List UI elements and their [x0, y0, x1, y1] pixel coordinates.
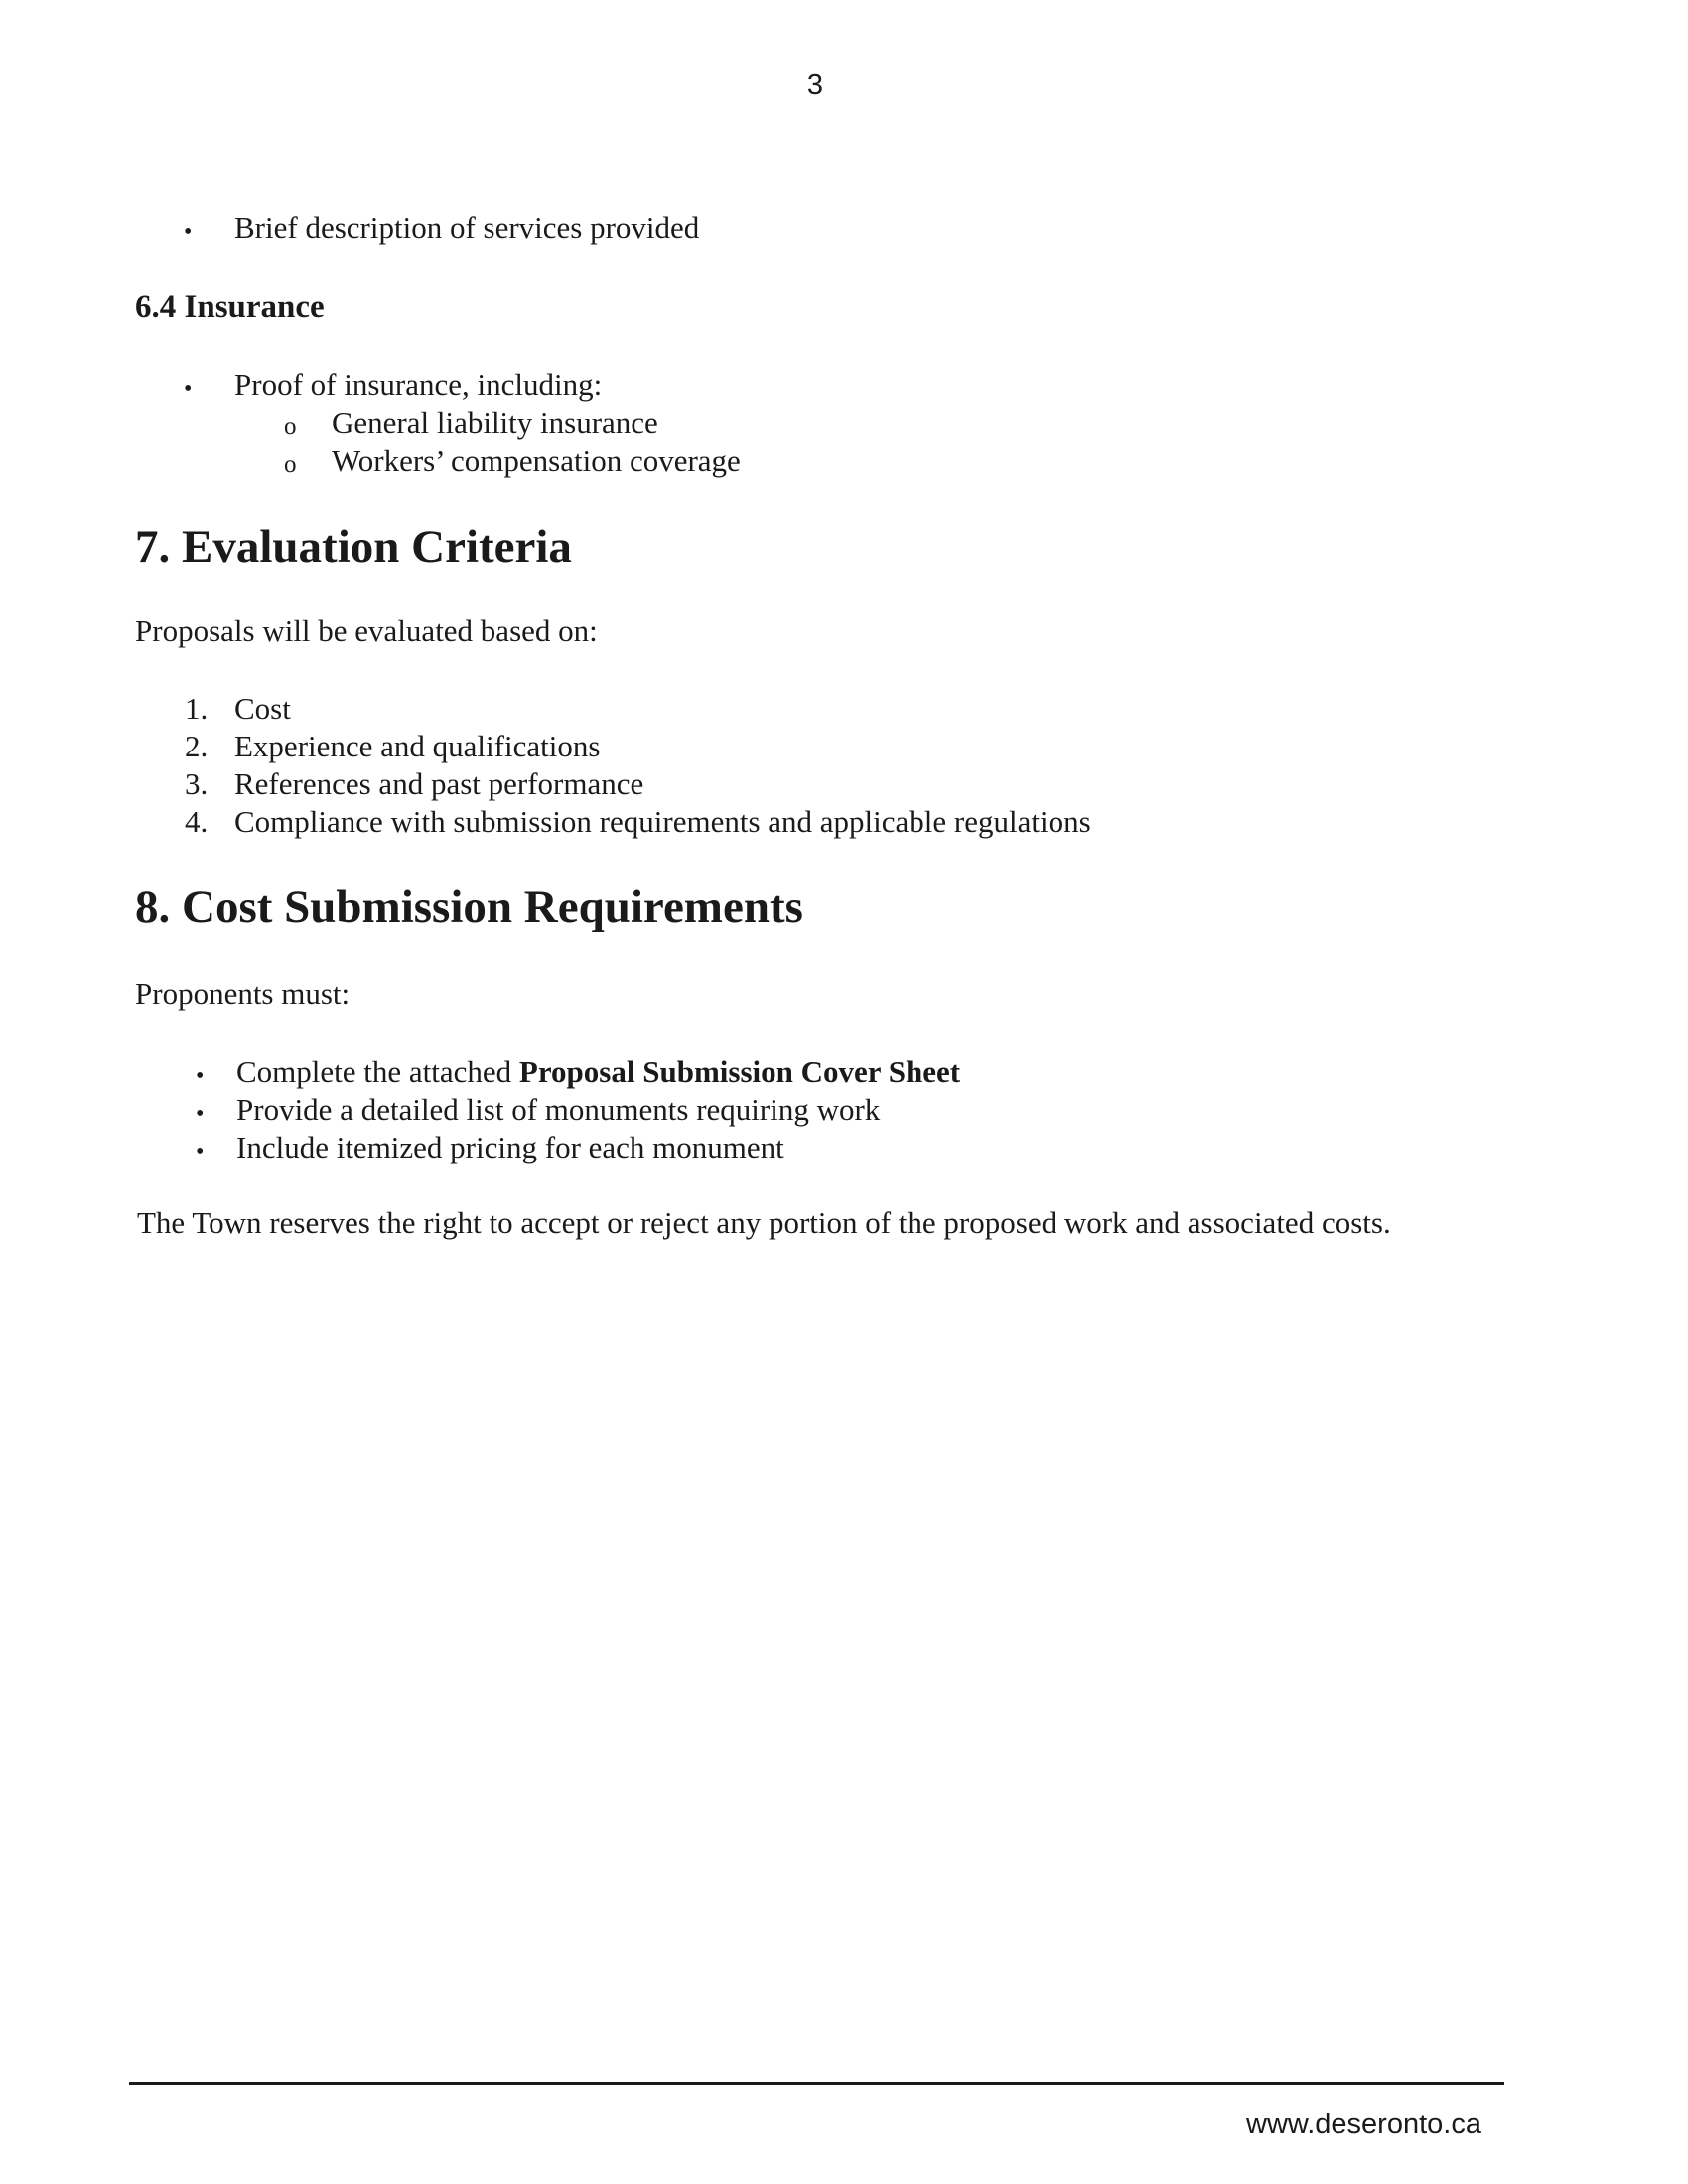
footer-website: www.deseronto.ca [1246, 2109, 1481, 2140]
footer-divider [129, 2082, 1504, 2085]
list-item: Compliance with submission requirements and applicable regulations [234, 804, 1091, 839]
list-number: 3. [185, 766, 209, 801]
list-number: 2. [185, 729, 209, 763]
section-intro: Proposals will be evaluated based on: [135, 614, 598, 648]
bullet-marker: • [196, 1063, 205, 1089]
list-item: References and past performance [234, 766, 644, 801]
closing-paragraph: The Town reserves the right to accept or reject any portion of the proposed work and associated costs. [137, 1205, 1391, 1240]
circle-marker: o [284, 413, 297, 440]
page-number: 3 [806, 69, 824, 101]
list-item-text: Complete the attached [236, 1054, 519, 1089]
list-item [236, 1053, 960, 1091]
circle-marker: o [284, 451, 297, 478]
list-number: 1. [185, 691, 209, 726]
list-item: Experience and qualifications [234, 729, 601, 763]
list-item: Include itemized pricing for each monument [236, 1130, 784, 1164]
section-heading-8: 8. Cost Submission Requirements [135, 882, 803, 933]
bullet-marker: • [196, 1101, 205, 1127]
list-number: 4. [185, 804, 209, 839]
bullet-marker: • [184, 219, 193, 245]
list-item: Brief description of services provided [234, 210, 700, 245]
section-intro: Proponents must: [135, 976, 351, 1011]
list-item: Proof of insurance, including: [234, 367, 603, 402]
sub-list-item: Workers’ compensation coverage [332, 443, 741, 478]
bullet-marker: • [184, 376, 193, 402]
section-heading-7: 7. Evaluation Criteria [135, 521, 572, 573]
list-item: Provide a detailed list of monuments requiring work [236, 1092, 881, 1127]
section-heading-6-4: 6.4 Insurance [135, 289, 325, 325]
cover-sheet-emphasis: Proposal Submission Cover Sheet [518, 1054, 961, 1089]
bullet-marker: • [196, 1139, 205, 1164]
sub-list-item: General liability insurance [332, 405, 658, 440]
list-item: Cost [234, 691, 291, 726]
